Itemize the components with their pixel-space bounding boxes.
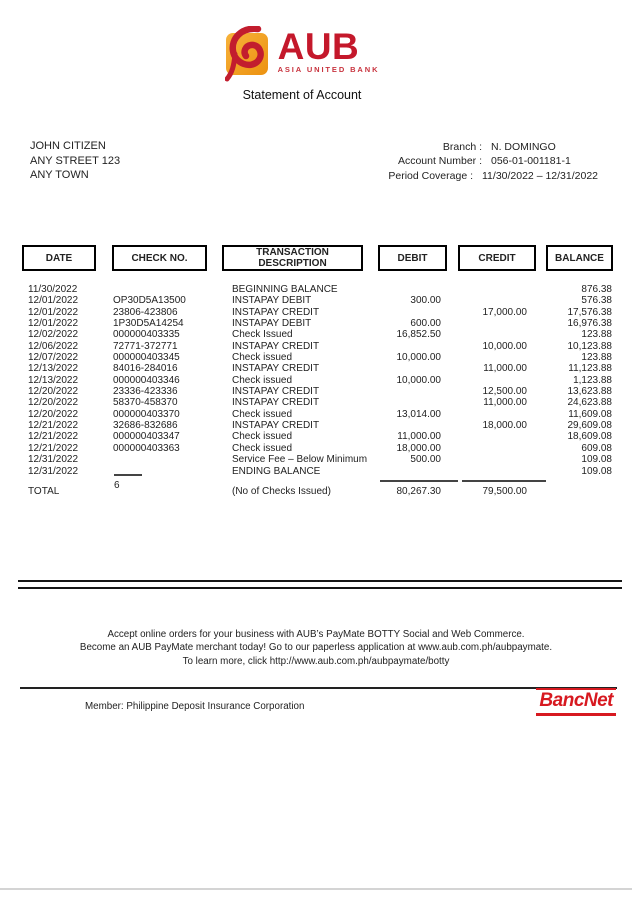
cell-debit: 11,000.00 bbox=[397, 431, 441, 443]
cell-description: Check issued bbox=[232, 374, 293, 386]
customer-town: ANY TOWN bbox=[30, 169, 89, 181]
cell-check-no: 000000403347 bbox=[113, 431, 180, 443]
column-header-date: DATE bbox=[22, 245, 96, 271]
cell-balance: 10,123.88 bbox=[567, 340, 612, 352]
cell-credit bbox=[458, 318, 546, 329]
table-row bbox=[22, 341, 613, 352]
cell-credit bbox=[458, 284, 546, 295]
cell-credit bbox=[458, 409, 546, 420]
cell-date: 12/01/2022 bbox=[28, 306, 79, 318]
cell-date: 12/20/2022 bbox=[28, 386, 79, 398]
cell-date: 11/30/2022 bbox=[28, 284, 78, 295]
customer-street: ANY STREET 123 bbox=[30, 154, 121, 167]
cell-debit: 300.00 bbox=[410, 295, 441, 307]
column-header-debit: DEBIT bbox=[378, 245, 447, 271]
cell-credit: 18,000.00 bbox=[482, 420, 527, 432]
cell-description: INSTAPAY CREDIT bbox=[232, 420, 320, 432]
cell-check-no: 000000403370 bbox=[113, 408, 180, 420]
table-row bbox=[22, 420, 613, 431]
cell-credit bbox=[458, 454, 546, 465]
cell-credit: 17,000.00 bbox=[482, 306, 527, 318]
cell-date: 12/06/2022 bbox=[28, 340, 79, 352]
double-separator-rule bbox=[18, 580, 622, 589]
cell-debit bbox=[378, 363, 458, 374]
table-row bbox=[22, 318, 613, 329]
cell-check-no: 000000403346 bbox=[113, 374, 180, 386]
table-row bbox=[22, 431, 613, 442]
table-row bbox=[22, 397, 613, 408]
cell-balance: 16,976.38 bbox=[567, 318, 612, 330]
branch-row bbox=[372, 140, 598, 154]
cell-description: INSTAPAY DEBIT bbox=[232, 295, 312, 307]
column-header-balance: BALANCE bbox=[546, 245, 613, 271]
cell-debit bbox=[378, 386, 458, 397]
page-bottom-edge bbox=[0, 888, 632, 890]
bank-name: AUB bbox=[277, 26, 360, 67]
cell-check-no: 72771-372771 bbox=[113, 340, 178, 352]
cell-check-no: 23806-423806 bbox=[113, 306, 178, 318]
cell-balance: 876.38 bbox=[581, 284, 612, 295]
cell-check-no: 000000403345 bbox=[113, 352, 180, 364]
cell-date: 12/31/2022 bbox=[28, 454, 79, 466]
cell-date: 12/21/2022 bbox=[28, 431, 79, 443]
cell-date: 12/02/2022 bbox=[28, 329, 79, 341]
cell-balance: 609.08 bbox=[581, 442, 612, 454]
table-row bbox=[22, 409, 613, 420]
cell-balance: 1,123.88 bbox=[573, 374, 612, 386]
cell-debit: 10,000.00 bbox=[396, 352, 441, 364]
cell-date: 12/07/2022 bbox=[28, 352, 79, 364]
cell-debit bbox=[378, 284, 458, 295]
cell-description: BEGINNING BALANCE bbox=[232, 284, 338, 295]
column-header-check-no: CHECK NO. bbox=[112, 245, 207, 271]
promo-block bbox=[0, 628, 632, 668]
table-row bbox=[22, 443, 613, 454]
cell-debit: 10,000.00 bbox=[396, 374, 441, 386]
cell-debit bbox=[378, 307, 458, 318]
cell-description: Check issued bbox=[232, 442, 293, 454]
total-check-count: 6 bbox=[114, 474, 142, 491]
aub-logo bbox=[225, 26, 380, 82]
account-number-value: 056-01-001181-1 bbox=[491, 155, 571, 168]
cell-balance: 123.88 bbox=[581, 329, 612, 341]
branch-value: N. DOMINGO bbox=[491, 141, 556, 153]
cell-description: Check issued bbox=[232, 352, 293, 364]
cell-balance: 24,623.88 bbox=[567, 397, 612, 409]
cell-credit: 10,000.00 bbox=[482, 340, 527, 352]
cell-description: ENDING BALANCE bbox=[232, 465, 321, 477]
cell-date: 12/01/2022 bbox=[28, 318, 79, 330]
cell-date: 12/13/2022 bbox=[28, 374, 79, 386]
cell-debit: 13,014.00 bbox=[396, 408, 441, 420]
cell-credit bbox=[458, 352, 546, 363]
pdic-member-text: Member: Philippine Deposit Insurance Corporation bbox=[85, 701, 305, 712]
promo-line-2: Become an AUB PayMate merchant today! Go to our paperless application at www.aub.com.ph/aubpaymate. bbox=[79, 642, 553, 654]
cell-description: Check issued bbox=[232, 431, 293, 443]
cell-date: 12/01/2022 bbox=[28, 295, 79, 307]
table-header bbox=[22, 245, 613, 271]
total-credit: 79,500.00 bbox=[462, 480, 546, 497]
cell-balance: 13,623.88 bbox=[567, 386, 612, 398]
table-row bbox=[22, 363, 613, 374]
cell-date: 12/20/2022 bbox=[28, 397, 79, 409]
cell-balance: 576.38 bbox=[581, 295, 612, 307]
cell-description: INSTAPAY DEBIT bbox=[232, 318, 312, 330]
bancnet-logo: BancNet bbox=[536, 688, 616, 716]
cell-check-no: OP30D5A13500 bbox=[113, 295, 186, 307]
table-row bbox=[22, 284, 613, 295]
cell-check-no: 23336-423336 bbox=[113, 386, 178, 398]
cell-date: 12/21/2022 bbox=[28, 442, 79, 454]
cell-debit bbox=[378, 397, 458, 408]
column-header-credit: CREDIT bbox=[458, 245, 536, 271]
cell-balance: 109.08 bbox=[581, 465, 612, 477]
transaction-rows bbox=[22, 284, 613, 477]
cell-date: 12/13/2022 bbox=[28, 363, 79, 375]
period-coverage-value: 11/30/2022 – 12/31/2022 bbox=[482, 169, 598, 182]
cell-check-no: 32686-832686 bbox=[113, 420, 178, 432]
cell-date: 12/21/2022 bbox=[28, 420, 79, 432]
cell-balance: 29,609.08 bbox=[567, 420, 612, 432]
period-coverage-label: Period Coverage : bbox=[388, 169, 473, 182]
cell-balance: 18,609.08 bbox=[567, 431, 612, 443]
cell-description: INSTAPAY CREDIT bbox=[232, 340, 320, 352]
table-row bbox=[22, 375, 613, 386]
cell-balance: 11,609.08 bbox=[568, 408, 612, 420]
table-row bbox=[22, 307, 613, 318]
bank-tagline: ASIA UNITED BANK bbox=[277, 65, 380, 75]
column-header-description: TRANSACTION DESCRIPTION bbox=[222, 245, 363, 271]
cell-description: INSTAPAY CREDIT bbox=[232, 306, 320, 318]
cell-check-no bbox=[112, 284, 222, 295]
cell-description: INSTAPAY CREDIT bbox=[232, 363, 320, 375]
cell-credit bbox=[458, 329, 546, 340]
cell-debit: 600.00 bbox=[410, 318, 441, 330]
aub-logo-text bbox=[278, 26, 380, 74]
account-number-label: Account Number : bbox=[397, 155, 482, 168]
table-row bbox=[22, 329, 613, 340]
cell-credit bbox=[458, 466, 546, 477]
cell-description: Service Fee – Below Minimum bbox=[232, 454, 368, 466]
aub-logomark-icon bbox=[225, 26, 271, 82]
branch-label: Branch : bbox=[442, 141, 482, 153]
table-row bbox=[22, 295, 613, 306]
cell-credit: 11,000.00 bbox=[483, 397, 527, 409]
promo-line-1: Accept online orders for your business with AUB’s PayMate BOTTY Social and Web Commerce. bbox=[107, 629, 525, 640]
customer-address-block bbox=[30, 139, 120, 183]
cell-debit: 500.00 bbox=[410, 454, 441, 466]
cell-credit bbox=[458, 431, 546, 442]
cell-check-no bbox=[112, 454, 222, 465]
footer-rule bbox=[20, 687, 617, 689]
table-row bbox=[22, 352, 613, 363]
cell-check-no: 1P30D5A14254 bbox=[113, 318, 184, 330]
period-coverage-row bbox=[372, 169, 598, 183]
statement-header bbox=[0, 26, 632, 102]
cell-credit: 11,000.00 bbox=[483, 363, 527, 375]
cell-description: Check issued bbox=[232, 408, 293, 420]
cell-balance: 17,576.38 bbox=[567, 306, 612, 318]
cell-balance: 109.08 bbox=[581, 454, 612, 466]
cell-check-no: 84016-284016 bbox=[113, 363, 178, 375]
total-description: (No of Checks Issued) bbox=[232, 486, 331, 497]
account-number-row bbox=[372, 154, 598, 168]
promo-line-3: To learn more, click http://www.aub.com.ph/aubpaymate/botty bbox=[182, 655, 450, 667]
table-row bbox=[22, 454, 613, 465]
cell-credit bbox=[458, 443, 546, 454]
customer-name: JOHN CITIZEN bbox=[30, 140, 106, 152]
cell-description: INSTAPAY CREDIT bbox=[232, 397, 320, 409]
total-row bbox=[22, 480, 613, 497]
cell-description: INSTAPAY CREDIT bbox=[232, 386, 320, 398]
total-debit: 80,267.30 bbox=[380, 480, 458, 497]
cell-date: 12/20/2022 bbox=[28, 408, 79, 420]
cell-check-no: 58370-458370 bbox=[113, 397, 178, 409]
cell-debit: 16,852.50 bbox=[396, 329, 441, 341]
cell-balance: 123.88 bbox=[581, 352, 612, 364]
document-title: Statement of Account bbox=[242, 88, 362, 102]
cell-credit: 12,500.00 bbox=[482, 386, 527, 398]
cell-debit bbox=[378, 420, 458, 431]
table-row bbox=[22, 466, 613, 477]
cell-debit: 18,000.00 bbox=[396, 442, 441, 454]
cell-balance: 11,123.88 bbox=[568, 363, 612, 375]
account-info-block bbox=[372, 140, 598, 183]
cell-credit bbox=[458, 295, 546, 306]
total-label: TOTAL bbox=[28, 486, 60, 497]
cell-check-no: 000000403363 bbox=[113, 442, 180, 454]
table-row bbox=[22, 386, 613, 397]
cell-credit bbox=[458, 375, 546, 386]
cell-debit bbox=[378, 341, 458, 352]
cell-check-no: 000000403335 bbox=[113, 329, 180, 341]
cell-description: Check Issued bbox=[232, 329, 293, 341]
cell-debit bbox=[378, 466, 458, 477]
cell-date: 12/31/2022 bbox=[28, 465, 79, 477]
